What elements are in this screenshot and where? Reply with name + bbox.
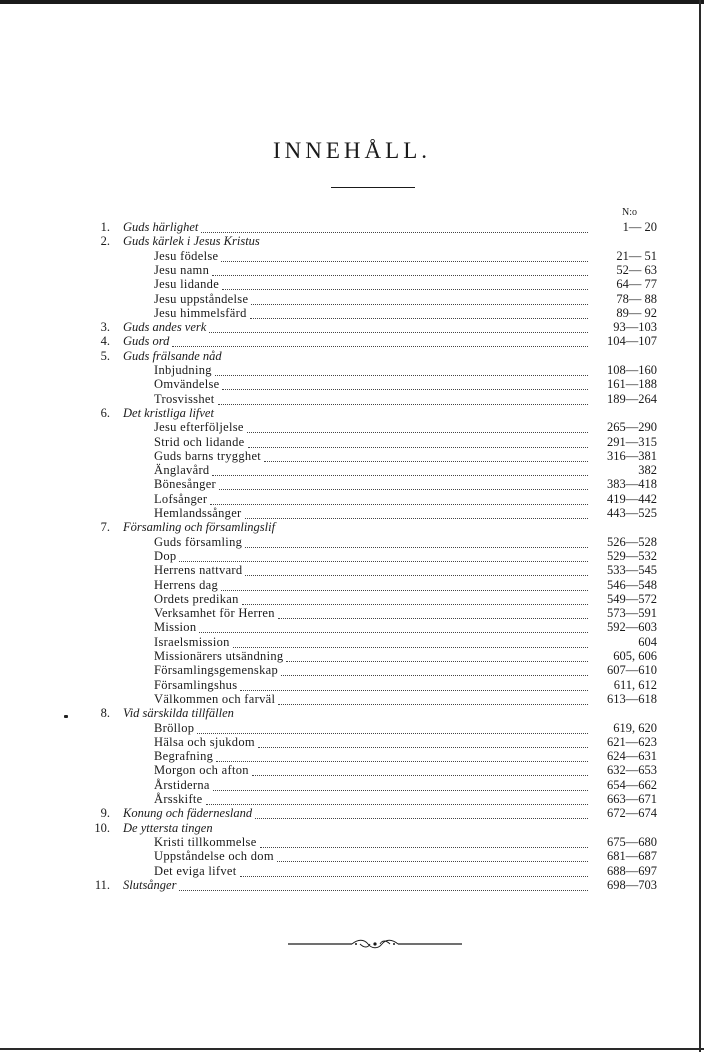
title-divider — [331, 187, 415, 188]
dot-leader — [197, 723, 588, 734]
toc-label: Israelsmission — [154, 634, 230, 649]
toc-page-range: 607—610 — [607, 663, 657, 678]
dot-leader — [252, 765, 588, 776]
toc-row — [0, 234, 704, 248]
toc-number: 9. — [100, 806, 110, 821]
dot-leader — [277, 851, 588, 862]
toc-label: Guds härlighet — [123, 220, 199, 234]
toc-row — [0, 535, 704, 549]
toc-row — [0, 878, 704, 892]
dot-leader — [233, 637, 588, 648]
dot-leader — [250, 308, 588, 319]
toc-row — [0, 778, 704, 792]
toc-label: Det kristliga lifvet — [123, 405, 214, 420]
dot-leader — [179, 551, 588, 562]
toc-label: Guds ord — [123, 334, 170, 349]
toc-number: 8. — [100, 706, 110, 721]
toc-label: Herrens dag — [154, 577, 219, 592]
toc-row — [0, 520, 704, 534]
toc-row — [0, 363, 704, 377]
toc-label: Strid och lidande — [154, 434, 245, 449]
dot-leader — [210, 494, 588, 505]
toc-label: Jesu namn — [154, 262, 210, 277]
toc-number: 4. — [100, 334, 110, 349]
dot-leader — [206, 794, 588, 805]
dot-leader — [212, 465, 588, 476]
toc-row — [0, 721, 704, 735]
dot-leader — [199, 622, 588, 633]
toc-row — [0, 506, 704, 520]
toc-row — [0, 763, 704, 777]
toc-label: Dop — [154, 548, 177, 563]
toc-row — [0, 563, 704, 577]
toc-label: Bönesånger — [154, 477, 217, 492]
toc-row — [0, 463, 704, 477]
toc-page-range: 681—687 — [607, 849, 657, 864]
toc-row — [0, 649, 704, 663]
toc-row — [0, 578, 704, 592]
dot-leader — [209, 322, 588, 333]
toc-label: Guds kärlek i Jesus Kristus — [123, 234, 260, 249]
toc-row — [0, 835, 704, 849]
toc-row — [0, 849, 704, 863]
toc-page-range: 549—572 — [607, 591, 657, 606]
toc-row — [0, 420, 704, 434]
toc-page-range: 632—653 — [607, 763, 657, 778]
toc-number: 7. — [100, 520, 110, 535]
toc-page-range: 573—591 — [607, 606, 657, 621]
toc-page-range: 604 — [638, 634, 657, 649]
toc-label: Församlingsgemenskap — [154, 663, 279, 678]
dot-leader — [201, 222, 588, 233]
dot-leader — [248, 437, 588, 448]
toc-label: Bröllop — [154, 720, 195, 735]
dot-leader — [242, 594, 588, 605]
dot-leader — [251, 294, 588, 305]
toc-page-range: 526—528 — [607, 534, 657, 549]
toc-page-range: 663—671 — [607, 792, 657, 806]
toc-label: Guds andes verk — [123, 320, 207, 335]
toc-row — [0, 806, 704, 820]
toc-label: Herrens nattvard — [154, 563, 243, 578]
toc-label: Slutsånger — [123, 877, 177, 892]
dot-leader — [213, 780, 588, 791]
number-column-header: N:o — [622, 207, 637, 218]
toc-label: Guds frälsande nåd — [123, 348, 222, 363]
toc-row — [0, 392, 704, 406]
toc-label: Hemlandssånger — [154, 506, 242, 520]
toc-number: 6. — [100, 405, 110, 420]
toc-row — [0, 277, 704, 291]
toc-label: Jesu lidande — [154, 277, 220, 292]
dot-leader — [212, 265, 588, 276]
toc-label: Omvändelse — [154, 377, 220, 392]
toc-row — [0, 249, 704, 263]
toc-number: 11. — [94, 877, 110, 892]
toc-label: Vid särskilda tillfällen — [123, 706, 234, 721]
toc-page-range: 382 — [638, 463, 657, 478]
toc-row — [0, 678, 704, 692]
toc-label: Lofsånger — [154, 491, 208, 506]
toc-label: Inbjudning — [154, 363, 212, 377]
toc-row — [0, 406, 704, 420]
dot-leader — [255, 808, 588, 819]
top-border — [0, 0, 704, 4]
toc-label: Ordets predikan — [154, 591, 239, 606]
toc-page-range: 611, 612 — [613, 677, 657, 692]
toc-page-range: 265—290 — [607, 420, 657, 435]
dot-leader — [221, 580, 588, 591]
toc-number: 3. — [100, 320, 110, 335]
toc-page-range: 93—103 — [613, 320, 657, 335]
toc-page-range: 533—545 — [607, 563, 657, 578]
toc-page-range: 64— 77 — [616, 277, 657, 292]
dot-leader — [245, 537, 588, 548]
toc-label: Församling och församlingslif — [123, 520, 276, 535]
toc-page-range: 1— 20 — [622, 220, 657, 234]
toc-row — [0, 377, 704, 391]
toc-label: Hälsa och sjukdom — [154, 734, 255, 749]
bottom-border — [0, 1048, 704, 1050]
toc-number: 10. — [94, 820, 110, 835]
toc-page-range: 89— 92 — [616, 305, 657, 320]
toc-row — [0, 220, 704, 234]
dot-leader — [240, 866, 588, 877]
toc-page-range: 619, 620 — [613, 720, 657, 735]
dot-leader — [222, 279, 588, 290]
toc-row — [0, 263, 704, 277]
dot-leader — [245, 565, 588, 576]
toc-row — [0, 477, 704, 491]
page-title: INNEHÅLL. — [273, 138, 431, 163]
toc-page-range: 108—160 — [607, 363, 657, 377]
toc-page-range: 161—188 — [607, 377, 657, 392]
dot-leader — [218, 394, 588, 405]
toc-label: Jesu födelse — [154, 248, 219, 263]
toc-page-range: 654—662 — [607, 777, 657, 792]
toc-label: Guds församling — [154, 534, 243, 549]
toc-page-range: 613—618 — [607, 691, 657, 706]
toc-label: Jesu uppståndelse — [154, 291, 249, 306]
toc-row — [0, 606, 704, 620]
toc-label: Uppståndelse och dom — [154, 849, 274, 864]
dot-leader — [172, 336, 588, 347]
toc-label: Jesu efterföljelse — [154, 420, 244, 435]
toc-label: De yttersta tingen — [123, 820, 213, 835]
dot-leader — [281, 665, 588, 676]
toc-page-range: 104—107 — [607, 334, 657, 349]
toc-row — [0, 663, 704, 677]
toc-row — [0, 306, 704, 320]
toc-page-range: 291—315 — [607, 434, 657, 449]
toc-label: Jesu himmelsfärd — [154, 305, 247, 320]
toc-page-range: 624—631 — [607, 749, 657, 764]
toc-page-range: 443—525 — [607, 506, 657, 520]
margin-mark — [64, 715, 68, 718]
toc-label: Guds barns trygghet — [154, 448, 262, 463]
dot-leader — [240, 680, 588, 691]
dot-leader — [260, 837, 588, 848]
toc-label: Verksamhet för Herren — [154, 606, 275, 621]
toc-row — [0, 334, 704, 348]
toc-label: Kristi tillkommelse — [154, 834, 257, 849]
toc-page-range: 592—603 — [607, 620, 657, 635]
toc-label: Det eviga lifvet — [154, 863, 237, 878]
toc-page-range: 316—381 — [607, 448, 657, 463]
toc-row — [0, 592, 704, 606]
toc-page-range: 529—532 — [607, 548, 657, 563]
dot-leader — [179, 880, 588, 891]
dot-leader — [278, 608, 588, 619]
dot-leader — [245, 508, 588, 519]
toc-page-range: 78— 88 — [616, 291, 657, 306]
toc-row — [0, 435, 704, 449]
toc-label: Begrafning — [154, 749, 214, 764]
toc-row — [0, 635, 704, 649]
toc-page-range: 52— 63 — [616, 262, 657, 277]
toc-page-range: 189—264 — [607, 391, 657, 406]
toc-row — [0, 692, 704, 706]
toc-page-range: 546—548 — [607, 577, 657, 592]
toc-row — [0, 449, 704, 463]
dot-leader — [216, 751, 588, 762]
toc-row — [0, 864, 704, 878]
dot-leader — [278, 694, 588, 705]
toc-row — [0, 349, 704, 363]
toc-row — [0, 821, 704, 835]
toc-row — [0, 549, 704, 563]
toc-page-range: 698—703 — [607, 877, 657, 892]
toc-label: Församlingshus — [154, 677, 238, 692]
dot-leader — [219, 479, 588, 490]
toc-number: 2. — [100, 234, 110, 249]
toc-row — [0, 320, 704, 334]
toc-row — [0, 706, 704, 720]
toc-label: Mission — [154, 620, 197, 635]
toc-label: Änglavård — [154, 463, 210, 478]
toc-label: Årstiderna — [154, 777, 210, 792]
toc-page-range: 605, 606 — [613, 649, 657, 663]
dot-leader — [221, 251, 588, 262]
toc-label: Konung och fädernesland — [123, 806, 253, 821]
toc-page-range: 672—674 — [607, 806, 657, 821]
toc-row — [0, 749, 704, 763]
toc-row — [0, 792, 704, 806]
toc-row — [0, 735, 704, 749]
toc-page-range: 675—680 — [607, 834, 657, 849]
toc-page-range: 688—697 — [607, 863, 657, 878]
dot-leader — [286, 651, 588, 662]
toc-row — [0, 492, 704, 506]
toc-number: 5. — [100, 348, 110, 363]
dot-leader — [264, 451, 588, 462]
ornament-divider-icon — [288, 936, 462, 952]
toc-label: Välkommen och farväl — [154, 691, 276, 706]
toc-label: Trosvisshet — [154, 391, 215, 406]
toc-page-range: 21— 51 — [616, 248, 657, 263]
toc-row — [0, 620, 704, 634]
toc-row — [0, 292, 704, 306]
toc-page-range: 383—418 — [607, 477, 657, 492]
toc-page-range: 419—442 — [607, 491, 657, 506]
toc-label: Årsskifte — [154, 792, 203, 806]
toc-number: 1. — [100, 220, 110, 234]
toc-label: Missionärers utsändning — [154, 649, 284, 663]
dot-leader — [215, 365, 588, 376]
toc-page-range: 621—623 — [607, 734, 657, 749]
toc-label: Morgon och afton — [154, 763, 249, 778]
dot-leader — [222, 379, 588, 390]
dot-leader — [258, 737, 588, 748]
dot-leader — [247, 422, 588, 433]
